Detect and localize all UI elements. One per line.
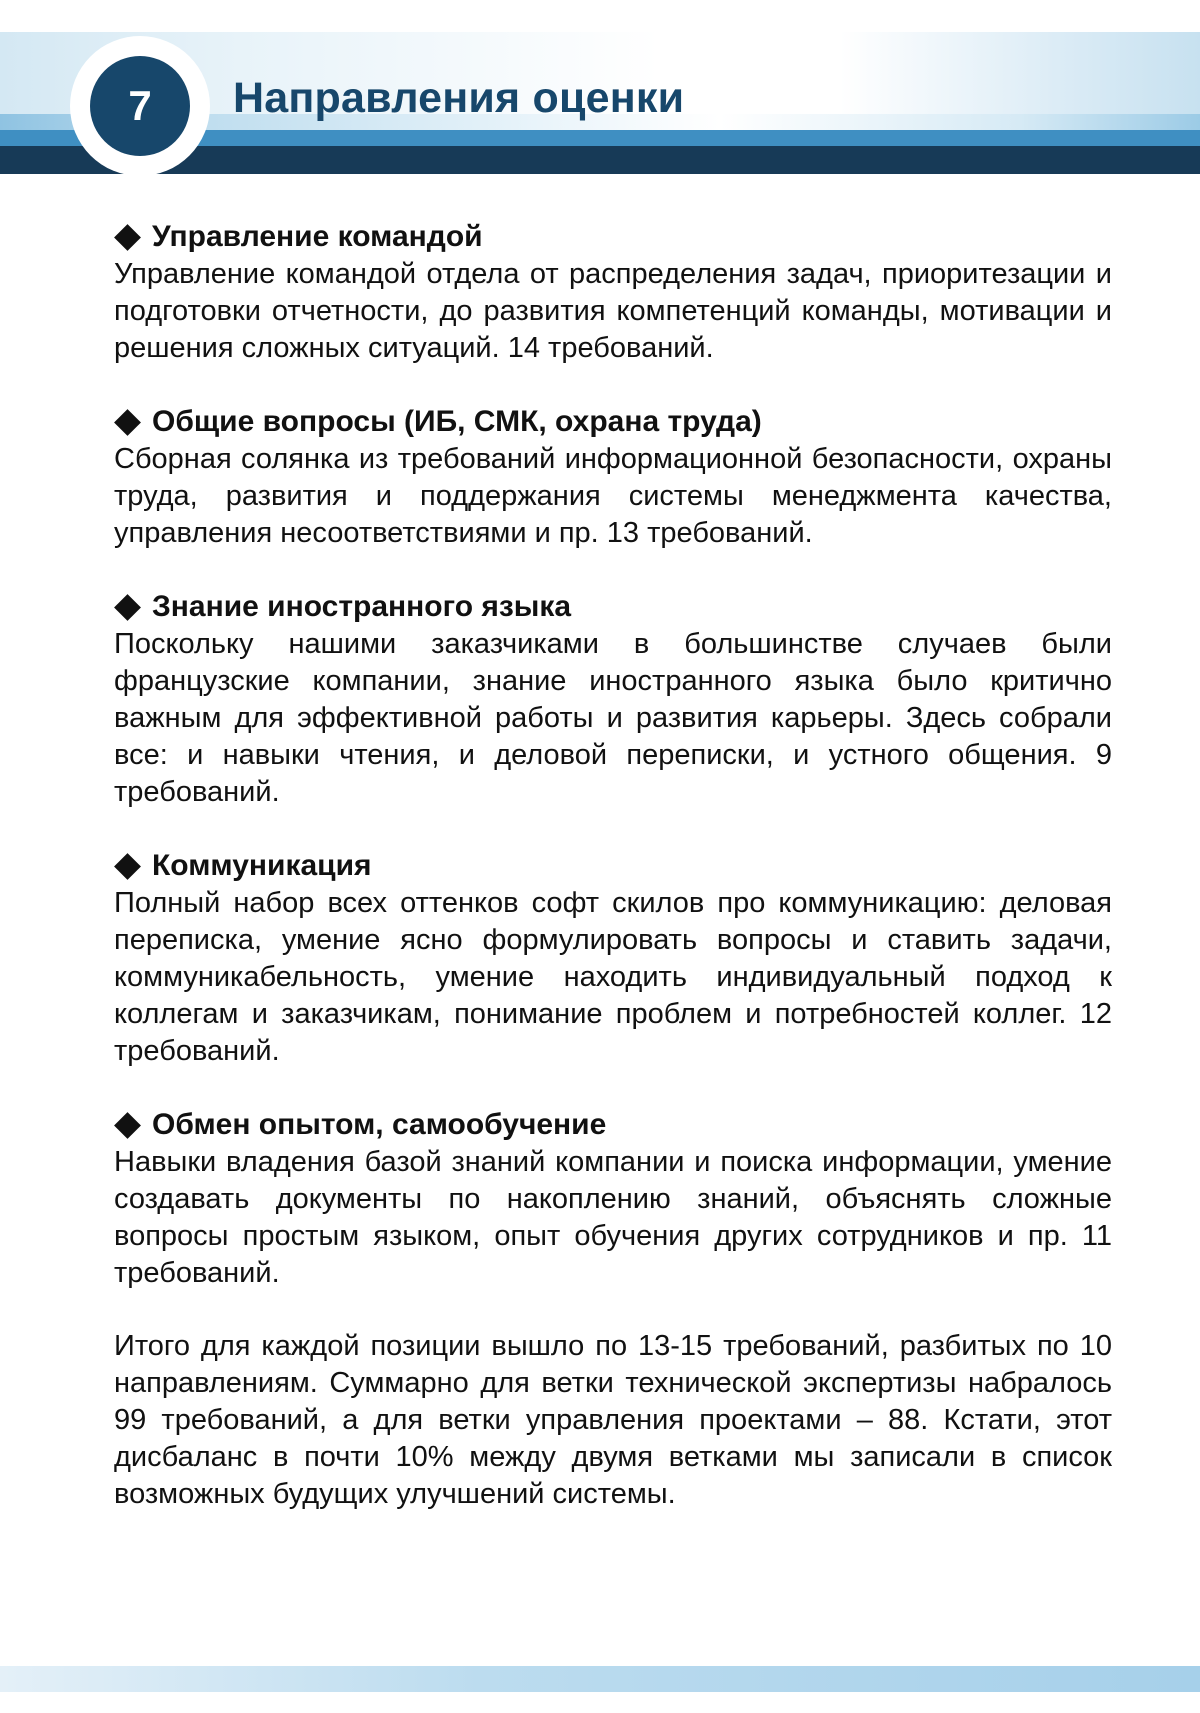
- summary-paragraph: Итого для каждой позиции вышло по 13-15 требований, разбитых по 10 направлениям. Суммарно для ветки технической экспертизы набралось 99 требований, а для ветки управления проектами – 88. Кстати, этот дисбаланс в почти 10% между двумя ветками мы записали в список возможных будущих улучшений системы.: [114, 1330, 1112, 1510]
- section-heading-text: Знание иностранного языка: [152, 590, 572, 623]
- section-heading: [114, 1106, 1112, 1144]
- section-number-badge: 7: [90, 56, 190, 156]
- page-title: Направления оценки: [233, 74, 685, 122]
- section-heading: [114, 218, 1112, 256]
- section-description: Полный набор всех оттенков софт скилов про коммуникацию: деловая переписка, умение ясно формулировать вопросы и ставить задачи, коммуникабельность, умение находить индивидуальный подход к коллегам и заказчикам, понимание проблем и потребностей коллег. 12 требований.: [114, 887, 1112, 1067]
- diamond-bullet-icon: [114, 853, 141, 880]
- page-header: [0, 32, 1200, 174]
- section-communication: [114, 847, 1112, 1070]
- section-knowledge-sharing: [114, 1106, 1112, 1292]
- section-heading-text: Обмен опытом, самообучение: [152, 1108, 607, 1141]
- section-heading-text: Управление командой: [152, 220, 483, 253]
- section-description: Навыки владения базой знаний компании и поиска информации, умение создавать документы по накоплению знаний, объяснять сложные вопросы простым языком, опыт обучения других сотрудников и пр. 11 требований.: [114, 1146, 1112, 1289]
- section-description: Управление командой отдела от распределения задач, приоритезации и подготовки отчетности, до развития компетенций команды, мотивации и решения сложных ситуаций. 14 требований.: [114, 258, 1112, 364]
- section-description: Сборная солянка из требований информационной безопасности, охраны труда, развития и поддержания системы менеджмента качества, управления несоответствиями и пр. 13 требований.: [114, 443, 1112, 549]
- section-description: Поскольку нашими заказчиками в большинстве случаев были французские компании, знание иностранного языка было критично важным для эффективной работы и развития карьеры. Здесь собрали все: и навыки чтения, и деловой переписки, и устного общения. 9 требований.: [114, 628, 1112, 808]
- diamond-bullet-icon: [114, 1112, 141, 1139]
- section-foreign-language: [114, 588, 1112, 811]
- section-heading: [114, 588, 1112, 626]
- section-heading-text: Общие вопросы (ИБ, СМК, охрана труда): [152, 405, 762, 438]
- section-heading: [114, 403, 1112, 441]
- section-heading: [114, 847, 1112, 885]
- diamond-bullet-icon: [114, 224, 141, 251]
- diamond-bullet-icon: [114, 594, 141, 621]
- content-body: [114, 218, 1112, 1513]
- section-team-management: [114, 218, 1112, 367]
- section-heading-text: Коммуникация: [152, 849, 372, 882]
- section-general-questions: [114, 403, 1112, 552]
- footer-band: [0, 1666, 1200, 1692]
- diamond-bullet-icon: [114, 409, 141, 436]
